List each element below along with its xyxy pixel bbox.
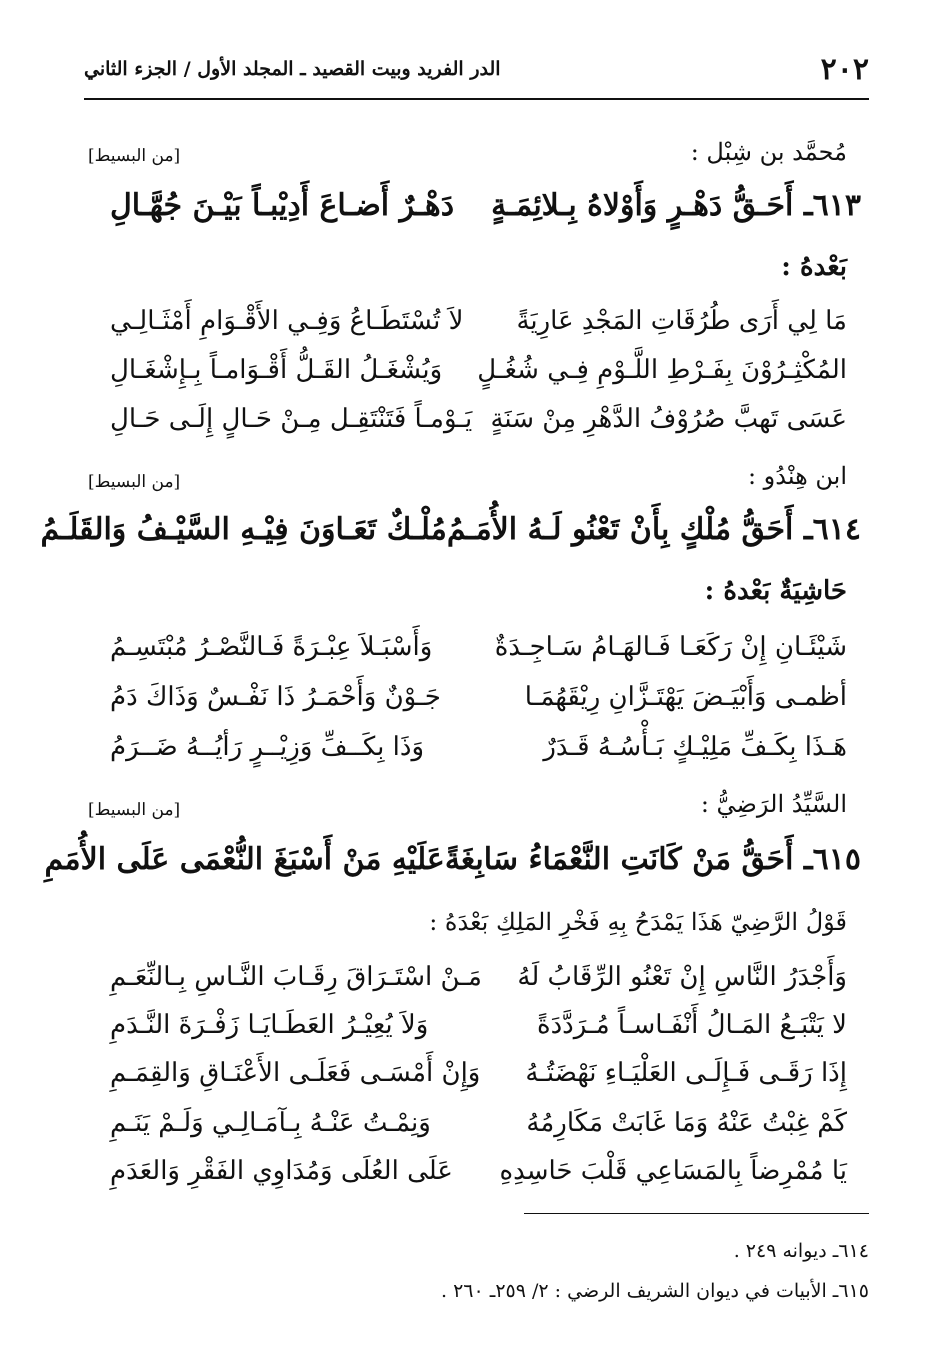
hemistich-second: وَلاَ يُعِيْـرُ العَطَـايَـا زَفْـرَةَ النَّـدَمِ: [110, 1010, 429, 1040]
hemistich-second: وَيُشْغَـلُ القَـلُّ أَقْـوَامـاً بِـإِشْغَـالِ: [110, 355, 443, 385]
header-rule: [84, 98, 869, 100]
section-label: حَاشِيَةٌ بَعْدهُ :: [704, 576, 847, 606]
hemistich-second: وَنِمْـتُ عَنْـهُ بِـآمَـالِـي وَلَـمْ يَنَـمِ: [110, 1108, 431, 1138]
main-verse-613: [110, 188, 861, 223]
verse-first-hemistich: [491, 188, 861, 223]
couplet: [110, 1156, 847, 1186]
hemistich-first: المُكْثِـرُوْنَ بِفَـرْطِ اللَّـوْمِ فِـي شُغُـلٍ: [477, 355, 847, 385]
verse-number: ٦١٥ـ: [803, 842, 861, 877]
footnote: ٦١٤ـ ديوانه ٢٤٩ .: [733, 1240, 869, 1262]
main-verse-614: [40, 512, 861, 547]
verse-first-hemistich: [447, 512, 861, 547]
verse-second-hemistich: مُلْـكٌ تَعَـاوَنَ فِيْـهِ السَّيْـفُ وَالقَلَـمُ: [40, 512, 447, 547]
meter-label-613: [من البسيط]: [88, 146, 181, 166]
meter-label-615: [من البسيط]: [88, 800, 181, 820]
verse-number: ٦١٤ـ: [803, 512, 861, 547]
couplet: [110, 306, 847, 336]
verse-second-hemistich: دَهْـرٌ أَضـاعَ أَدِيْبـاً بَيْـنَ جُهَّـالِ: [110, 188, 455, 223]
hemistich-second: عَلَى العُلَى وَمُدَاوِي الفَقْرِ وَالعَدَمِ: [110, 1156, 453, 1186]
section-label: قَوْلُ الرَّضِيّ هَذَا يَمْدَحُ بِهِ فَخْرِ المَلِكِ بَعْدَهُ :: [429, 908, 847, 936]
hemistich-first: أظمـى وَأَبْيَـضَ يَهْتَـزَّانِ رِيْقَهُمَـا: [524, 682, 847, 712]
couplet: [110, 682, 847, 712]
hemistich-first: يَا مُمْرِضاً بِالمَسَاعِي قَلْبَ حَاسِدِهِ: [499, 1156, 847, 1186]
page-header: [84, 52, 869, 96]
verse-text: أَحَقُّ مُلْكٍ بِأَنْ تَعْنُو لَـهُ الأُمَـمُ: [446, 512, 794, 547]
section-label: بَعْدهُ :: [781, 252, 847, 282]
verse-first-hemistich: [445, 842, 861, 877]
hemistich-first: عَسَى تَهبَّ صُرُوْفُ الدَّهْرِ مِنْ سَنَةٍ: [490, 404, 847, 434]
footnote: ٦١٥ـ الأبيات في ديوان الشريف الرضي : ٢/ ٢٥٩ـ ٢٦٠ .: [441, 1280, 869, 1302]
running-title: الدر الفريد وبيت القصيد ـ المجلد الأول / الجزء الثاني: [84, 58, 501, 80]
couplet: [110, 1058, 847, 1088]
hemistich-second: وَذَا بِكَــفِّ وَزِيْــرٍ رَأيُــهُ ضَــرَمُ: [110, 732, 425, 762]
attribution-615: السَّيِّدُ الرَضِيُّ :: [700, 790, 847, 818]
couplet: [110, 962, 847, 992]
meter-label-614: [من البسيط]: [88, 472, 181, 492]
page-number: ٢٠٢: [820, 52, 869, 87]
verse-text: أَحَقُّ مَنْ كَانَتِ النَّعْمَاءُ سَابِغَةً: [444, 842, 794, 877]
couplet: [110, 404, 847, 434]
couplet: [110, 1108, 847, 1138]
couplet: [110, 1010, 847, 1040]
verse-second-hemistich: عَلَيْهِ مَنْ أَسْبَغَ النُّعْمَى عَلَى الأُمَمِ: [44, 842, 445, 877]
couplet: [110, 732, 847, 762]
hemistich-first: وَأَجْدَرُ النَّاسِ إِنْ تَعْنُو الرِّقَابُ لَهُ: [517, 962, 847, 992]
hemistich-second: جَـوْنٌ وَأَحْمَـرُ ذَا نَفْـسٌ وَذَاكَ دَمُ: [110, 682, 441, 712]
footnote-rule: [524, 1213, 869, 1214]
hemistich-first: كَمْ غِبْتُ عَنْهُ وَمَا غَابَتْ مَكَارِمُهُ: [526, 1108, 847, 1138]
couplet: [110, 355, 847, 385]
attribution-614: ابن هِنْدُو :: [747, 462, 847, 490]
hemistich-first: لا يَتْبَـعُ المَـالُ أَنْفَـاسـاً مُـرَدَّدَةً: [536, 1010, 847, 1040]
hemistich-second: لاَ تُسْتَطَـاعُ وَفِـي الأَقْـوَامِ أَمْثَـالِـي: [110, 306, 464, 336]
hemistich-first: هَـذَا بِكَـفِّ مَلِيْـكٍ بَـأْسُـهُ قَـدَرٌ: [543, 732, 847, 762]
verse-number: ٦١٣ـ: [803, 188, 861, 223]
couplet: [110, 632, 847, 662]
hemistich-first: شَيْئَـانِ إِنْ رَكَعَـا فَـالهَـامُ سَـاجِـدَةٌ: [494, 632, 847, 662]
attribution-613: مُحمَّد بن شِبْل :: [690, 138, 847, 166]
hemistich-first: إِذَا رَقَـى فَـإِلَـى العَلْيَـاءِ نَهْضَتُـهُ: [525, 1058, 847, 1088]
hemistich-first: مَا لِي أَرَى طُرُقَاتِ المَجْدِ عَارِيَةً: [516, 306, 847, 336]
hemistich-second: وَأَسْبَـلاَ عِبْـرَةً فَـالنَّصْـرُ مُبْتَسِـمُ: [110, 632, 433, 662]
verse-text: أَحَـقُّ دَهْـرٍ وَأَوْلاهُ بِـلائِمَـةٍ: [491, 188, 794, 223]
hemistich-second: يَـوْمـاً فَتَنْتَقِـل مِـنْ حَـالٍ إِلَـى حَـالِ: [110, 404, 473, 434]
hemistich-second: مَـنْ اسْتَـرَاقَ رِقَـابَ النَّـاسِ بِـالنِّعَـمِ: [110, 962, 482, 992]
main-verse-615: [44, 842, 861, 877]
hemistich-second: وَإِنْ أَمْسَـى فَعَلَـى الأَعْنَـاقِ وَالقِمَـمِ: [110, 1058, 481, 1088]
